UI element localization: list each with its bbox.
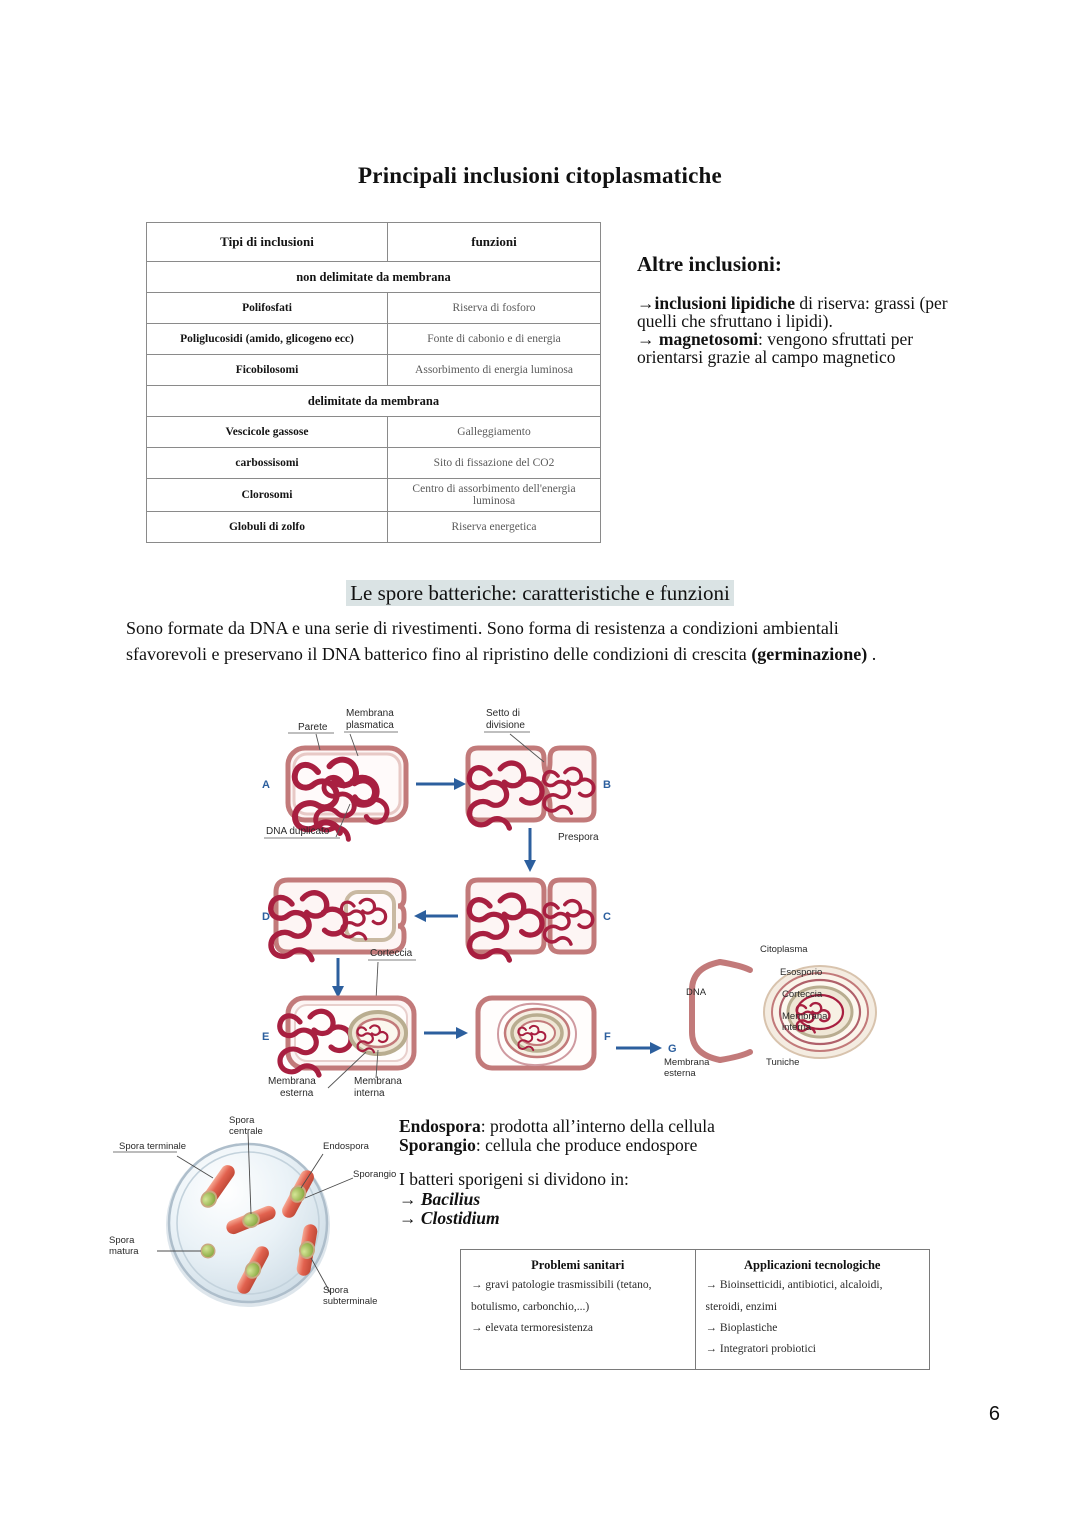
label-prespora: Prespora — [558, 832, 599, 843]
label-sporangio: Sporangio — [353, 1169, 397, 1180]
inclusions-table — [146, 222, 601, 543]
label-setto-divisione: Setto di — [486, 708, 520, 719]
cell-function: Sito di fissazione del CO2 — [388, 448, 601, 479]
germinazione-term: (germinazione) — [751, 644, 868, 665]
stage-letter-c: C — [603, 911, 611, 923]
cell-type: carbossisomi — [147, 448, 388, 479]
endospora-definition — [399, 1117, 829, 1136]
sporigeni-intro: I batteri sporigeni si dividono in: — [399, 1169, 629, 1190]
spore-paragraph-part2: . — [867, 644, 877, 665]
sporigeni-item-2 — [399, 1209, 829, 1228]
cell-problemi-sanitari — [461, 1250, 696, 1370]
label-spora-terminale: Spora terminale — [119, 1141, 187, 1152]
cell-function: Assorbimento di energia luminosa — [388, 355, 601, 386]
lipidiche-term: inclusioni lipidiche — [654, 293, 796, 313]
stage-c-cell — [468, 880, 594, 960]
altre-inclusioni-title: Altre inclusioni: — [637, 252, 782, 276]
label-membrana-interna-right: Membrana interna — [782, 1011, 828, 1033]
cell-function: Galleggiamento — [388, 417, 601, 448]
sporangio-definition — [399, 1136, 829, 1155]
label-dna-duplicato: DNA duplicato — [266, 826, 330, 837]
clostidium-name: Clostidium — [420, 1207, 500, 1228]
stage-letter-e: E — [262, 1031, 270, 1043]
cell-function: Centro di assorbimento dell'energia luminosa — [388, 479, 601, 512]
stage-letter-a: A — [262, 779, 270, 791]
cell-type: Poliglucosidi (amido, glicogeno ecc) — [147, 324, 388, 355]
table-section-row — [147, 386, 601, 417]
arrow-a-to-b — [416, 778, 466, 790]
arrow-e-to-f — [424, 1027, 468, 1039]
label-endospora: Endospora — [323, 1141, 369, 1152]
label-membrana-esterna-right: Membrana esterna — [664, 1057, 710, 1079]
header-applicazioni-tecnologiche: Applicazioni tecnologiche — [744, 1258, 881, 1272]
label-membrana-plasmatica: Membrana — [346, 708, 394, 719]
sporulation-diagram — [258, 700, 858, 1099]
lysed-cell-shape — [692, 962, 750, 1060]
arrow-f-to-g — [616, 1042, 662, 1054]
sporangio-desc: : cellula che produce endospore — [475, 1134, 698, 1155]
spore-types-diagram — [105, 1115, 397, 1308]
stage-f-cell — [478, 998, 594, 1068]
cell-function: Riserva energetica — [388, 512, 601, 543]
arrow-glyph: → — [399, 1188, 417, 1209]
spore-paragraph — [126, 615, 886, 668]
spore-paragraph-part1: Sono formate da DNA e una serie di rivestimenti. Sono forma di resistenza a condizioni ambientali sfavorevoli e preservano il DNA batterico fino al ripristino delle condizioni di crescita — [126, 618, 839, 665]
label-citoplasma: Citoplasma — [760, 944, 808, 955]
table-row — [147, 324, 601, 355]
stage-b-cell — [468, 748, 594, 828]
arrow-b-to-c — [524, 828, 536, 872]
lipidiche-desc: di riserva: grassi (per quelli che sfruttano i lipidi). — [637, 293, 948, 331]
sporulation-svg — [258, 700, 858, 1099]
stage-letter-f: F — [604, 1031, 611, 1043]
arrow-d-to-e — [332, 958, 344, 998]
label-setto-divisione-2: divisione — [486, 720, 525, 731]
cell-type: Vescicole gassose — [147, 417, 388, 448]
altre-inclusioni-body — [637, 295, 967, 366]
endospora-term: Endospora — [399, 1116, 481, 1136]
endospora-text-block — [399, 1117, 829, 1228]
spore-heading-text: Le spore batteriche: caratteristiche e funzioni — [346, 580, 734, 606]
cell-applicazioni-tecnologiche — [695, 1250, 930, 1370]
endospora-desc: : prodotta all’interno della cellula — [480, 1116, 715, 1136]
label-parete: Parete — [298, 722, 328, 733]
magnetosomi-desc: : vengono sfruttati per orientarsi grazie al campo magnetico — [637, 328, 914, 367]
table-row — [147, 479, 601, 512]
sporigeni-item-1 — [399, 1190, 829, 1209]
spore-section-heading — [0, 581, 1080, 606]
table-row — [147, 417, 601, 448]
label-corteccia-right: Corteccia — [782, 989, 823, 1000]
arrow-glyph: → — [637, 293, 655, 313]
sporangio-term: Sporangio — [399, 1134, 476, 1155]
label-membrana-plasmatica-2: plasmatica — [346, 720, 394, 731]
magnetosomi-term: magnetosomi — [658, 328, 759, 349]
table-row — [147, 355, 601, 386]
cell-type: Clorosomi — [147, 479, 388, 512]
label-membrana-esterna-2: esterna — [280, 1088, 314, 1099]
table-row — [147, 512, 601, 543]
altre-inclusioni-block — [637, 252, 967, 366]
applicazioni-item-1: → Bioinsetticidi, antibiotici, alcaloidi, steroidi, enzimi — [705, 1279, 883, 1313]
cell-function: Riserva di fosforo — [388, 293, 601, 324]
stage-letter-b: B — [603, 779, 611, 791]
stage-letter-d: D — [262, 911, 270, 923]
mature-spore-inner — [202, 1245, 214, 1257]
label-membrana-esterna: Membrana — [268, 1076, 316, 1087]
header-cell-type: Tipi di inclusioni — [147, 223, 388, 262]
cell-type: Globuli di zolfo — [147, 512, 388, 543]
section-membrane: delimitate da membrana — [147, 386, 601, 417]
label-tuniche: Tuniche — [766, 1057, 800, 1068]
label-spora-matura: Spora matura — [109, 1235, 139, 1257]
table-row — [461, 1250, 930, 1370]
header-problemi-sanitari: Problemi sanitari — [531, 1258, 625, 1272]
cell-type: Polifosfati — [147, 293, 388, 324]
arrow-c-to-d — [414, 910, 458, 922]
table-row — [147, 448, 601, 479]
label-membrana-interna: Membrana — [354, 1076, 402, 1087]
section-non-membrane: non delimitate da membrana — [147, 262, 601, 293]
arrow-glyph: → — [399, 1207, 417, 1228]
table-header-row — [147, 223, 601, 262]
label-corteccia-left: Corteccia — [370, 948, 413, 959]
cell-type: Ficobilosomi — [147, 355, 388, 386]
cell-function: Fonte di cabonio e di energia — [388, 324, 601, 355]
arrow-glyph: → — [637, 328, 655, 349]
table-section-row — [147, 262, 601, 293]
problems-applications-table — [460, 1249, 930, 1370]
label-esosporio: Esosporio — [780, 967, 823, 978]
stage-e-cell — [280, 998, 414, 1075]
header-cell-function: funzioni — [388, 223, 601, 262]
table-row — [147, 293, 601, 324]
spacer — [399, 1154, 829, 1170]
problemi-item-1: → gravi patologie trasmissibili (tetano, botulismo, carbonchio,...) — [471, 1279, 652, 1313]
applicazioni-item-3: → Integratori probiotici — [705, 1343, 816, 1356]
page-title: Principali inclusioni citoplasmatiche — [358, 163, 722, 188]
problemi-item-2: → elevata termoresistenza — [471, 1321, 593, 1334]
label-dna-detail: DNA — [686, 987, 707, 998]
bacilius-name: Bacilius — [420, 1188, 481, 1209]
label-spora-subterminale: Spora subterminale — [323, 1285, 378, 1307]
page-number: 6 — [988, 1403, 1000, 1425]
applicazioni-item-2: → Bioplastiche — [705, 1321, 778, 1334]
label-spora-centrale: Spora centrale — [229, 1115, 263, 1137]
label-membrana-interna-2: interna — [354, 1088, 385, 1099]
stage-letter-g: G — [668, 1043, 677, 1055]
